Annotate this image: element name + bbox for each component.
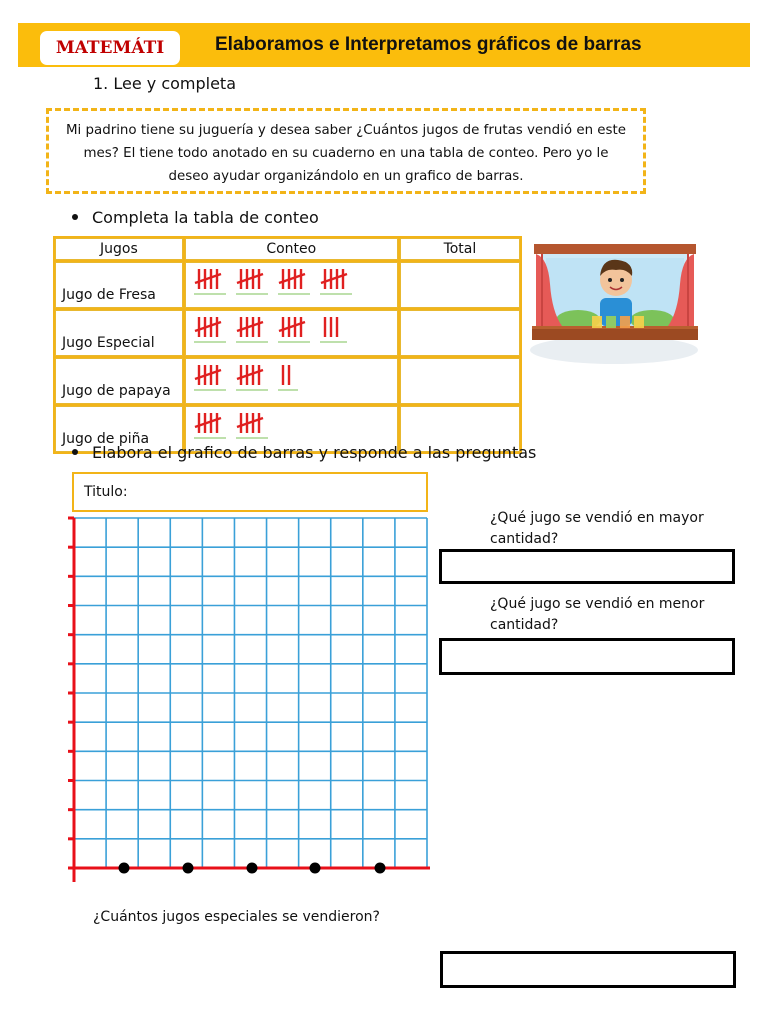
subject-badge: MATEMÁTI	[40, 31, 180, 65]
question-special-count: ¿Cuántos jugos especiales se vendieron?	[93, 909, 380, 925]
table-row	[55, 358, 520, 404]
bar-chart-grid[interactable]	[64, 510, 434, 884]
tally-marks	[194, 265, 397, 297]
story-box	[46, 108, 646, 194]
question-least-sold: ¿Qué jugo se vendió en menor cantidad?	[490, 596, 705, 633]
x-axis-point	[375, 863, 386, 874]
bullet-table	[72, 208, 319, 227]
tally-group-3	[320, 313, 349, 345]
instruction-heading: 1. Lee y completa	[93, 74, 237, 93]
tally-group-5	[278, 313, 312, 345]
tally-table	[53, 236, 522, 454]
tally-marks	[194, 409, 397, 441]
bullet-chart-text: Elabora el grafico de barras y responde a las preguntas	[92, 443, 537, 462]
tally-group-5	[194, 361, 228, 393]
header-juices: Jugos	[55, 238, 183, 260]
tally-group-5	[320, 265, 354, 297]
x-axis-point	[183, 863, 194, 874]
tally-group-5	[194, 409, 228, 441]
tally-cell	[185, 262, 398, 308]
chart-title-box[interactable]	[72, 472, 428, 512]
answer-special-count-box[interactable]	[440, 951, 736, 988]
tally-group-5	[278, 265, 312, 297]
answer-most-sold-box[interactable]	[439, 549, 735, 584]
tally-group-5	[236, 265, 270, 297]
bullet-table-text: Completa la tabla de conteo	[92, 208, 319, 227]
table-row	[55, 310, 520, 356]
x-axis-point	[119, 863, 130, 874]
x-axis-point	[310, 863, 321, 874]
tally-group-5	[194, 265, 228, 297]
tally-marks	[194, 361, 397, 393]
juice-name-cell: Jugo de piña	[55, 406, 183, 452]
juice-name-cell: Jugo Especial	[55, 310, 183, 356]
page-title: Elaboramos e Interpretamos gráficos de barras	[215, 34, 642, 55]
tally-cell	[185, 358, 398, 404]
header-total: Total	[400, 238, 520, 260]
bullet-chart	[72, 443, 536, 462]
total-cell[interactable]	[400, 310, 520, 356]
juice-stand-illustration	[528, 234, 702, 368]
tally-marks	[194, 313, 397, 345]
story-text: Mi padrino tiene su juguería y desea saber ¿Cuántos jugos de frutas vendió en este mes? El tiene todo anotado en su cuaderno en una tabla de conteo. Pero yo le deseo ayudar organizándolo en un grafico de barras.	[65, 123, 627, 184]
header-count: Conteo	[185, 238, 398, 260]
x-axis-point	[247, 863, 258, 874]
tally-group-5	[236, 409, 270, 441]
answer-least-sold-box[interactable]	[439, 638, 735, 675]
chart-axes	[68, 518, 430, 882]
table-row	[55, 262, 520, 308]
tally-group-5	[194, 313, 228, 345]
tally-group-5	[236, 361, 270, 393]
tally-group-5	[236, 313, 270, 345]
tally-cell	[185, 310, 398, 356]
chart-title-label: Titulo:	[84, 484, 128, 500]
juice-name-cell: Jugo de Fresa	[55, 262, 183, 308]
total-cell[interactable]	[400, 262, 520, 308]
bullet-dot	[72, 449, 78, 455]
total-cell[interactable]	[400, 358, 520, 404]
tally-group-2	[278, 361, 300, 393]
grid-lines	[74, 518, 427, 868]
table-header-row	[55, 238, 520, 260]
juice-name-cell: Jugo de papaya	[55, 358, 183, 404]
bullet-dot	[72, 214, 78, 220]
question-most-sold: ¿Qué jugo se vendió en mayor cantidad?	[490, 510, 704, 547]
